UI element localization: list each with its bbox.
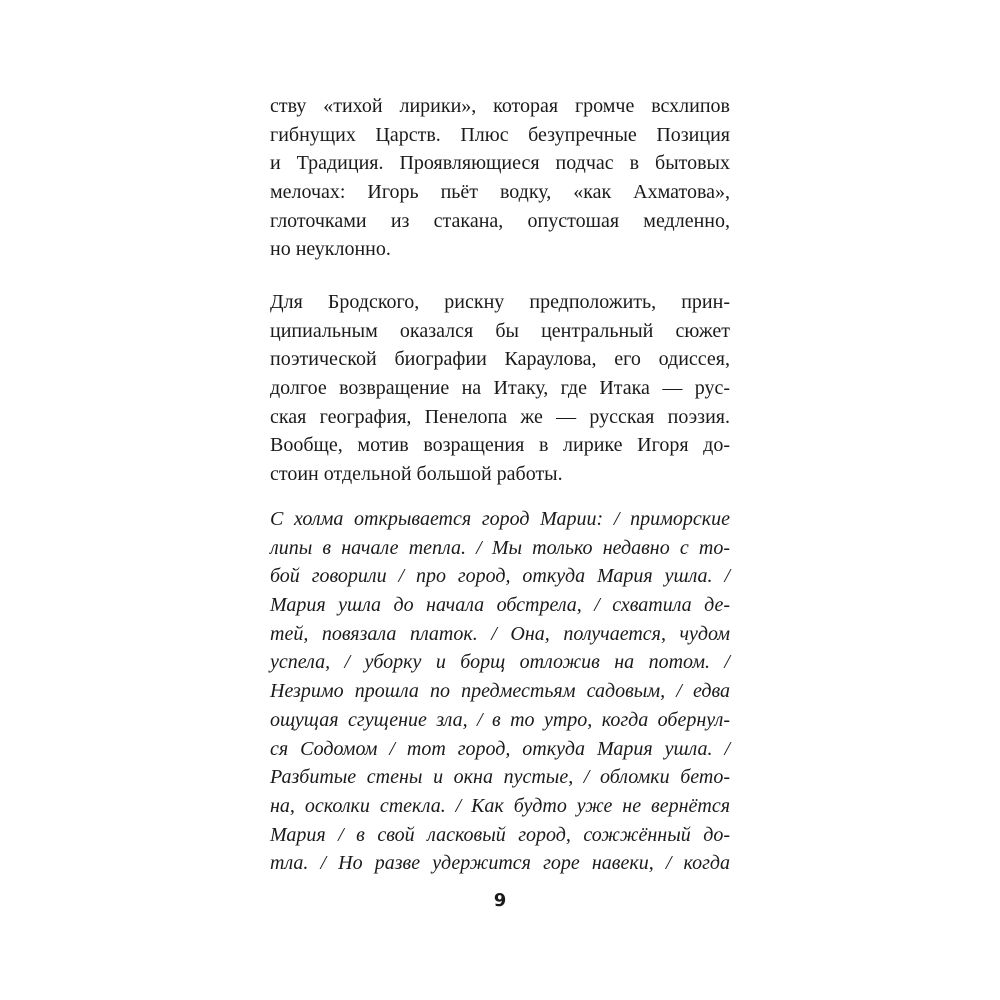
poem-quote-paragraph [270,505,730,878]
text-line: Для Бродского, рискну предположить, прин- [270,291,730,313]
text-line: Мария ушла до начала обстрела, / схватила де- [270,594,730,617]
text-line: но неуклонно. [270,238,391,261]
text-line: успела, / уборку и борщ отложив на потом. / [270,651,730,674]
text-line: и Традиция. Проявляющиеся подчас в бытовых [270,152,730,175]
text-line: долгое возвращение на Итаку, где Итака — рус- [270,377,730,400]
text-line: Незримо прошла по предместьям садовым, / едва [270,680,730,703]
paragraph-1 [270,92,730,264]
text-line: ская география, Пенелопа же — русская поэзия. [270,405,730,428]
text-line: тла. / Но разве удержится горе навеки, / когда [270,852,730,875]
text-line: гибнущих Царств. Плюс безупречные Позиция [270,123,730,146]
text-line: бой говорили / про город, откуда Мария ушла. / [270,565,730,588]
text-line: ству «тихой лирики», которая громче всхлипов [270,95,730,117]
text-line: Вообще, мотив возращения в лирике Игоря до- [270,434,730,457]
text-line: ощущая сгущение зла, / в то утро, когда обернул- [270,708,730,731]
text-line: на, осколки стекла. / Как будто уже не вернётся [270,794,730,817]
text-line: ся Содомом / тот город, откуда Мария ушла. / [270,737,730,760]
text-line: глоточками из стакана, опустошая медленно, [270,209,730,232]
paragraph-2 [270,288,730,489]
text-line: поэтической биографии Караулова, его одиссея, [270,348,730,371]
text-line: мелочах: Игорь пьёт водку, «как Ахматова», [270,181,730,204]
text-line: ципиальным оказался бы центральный сюжет [270,319,730,342]
text-line: стоин отдельной большой работы. [270,463,563,486]
page-number: 9 [493,890,507,911]
text-line: тей, повязала платок. / Она, получается, чудом [270,622,730,645]
text-line: липы в начале тепла. / Мы только недавно с то- [270,536,730,559]
text-line: Мария / в свой ласковый город, сожжённый до- [270,823,730,846]
text-line: Разбитые стены и окна пустые, / обломки бето- [270,766,730,789]
text-line: С холма открывается город Марии: / приморские [270,508,730,530]
